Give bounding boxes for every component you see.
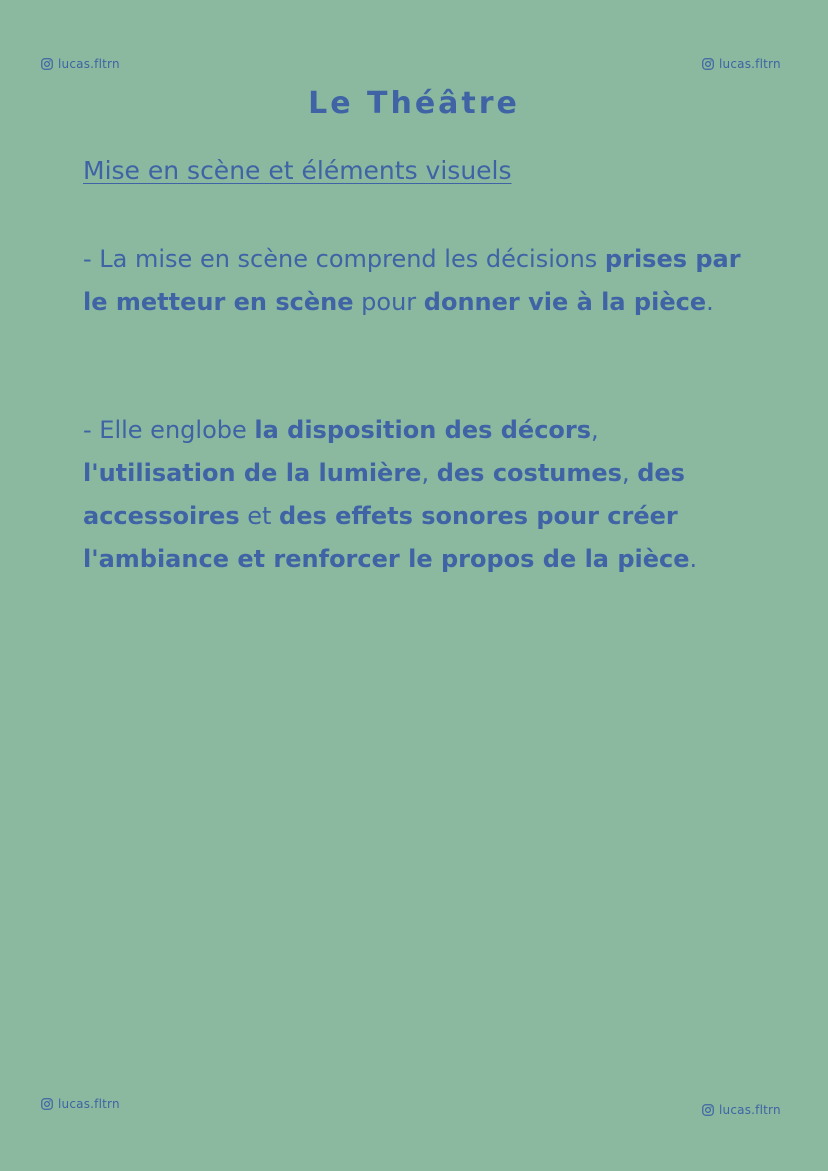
text-span: - Elle englobe bbox=[83, 416, 255, 444]
text-span: et bbox=[239, 502, 280, 530]
text-span: , bbox=[621, 459, 638, 487]
instagram-handle-top-left bbox=[41, 57, 120, 71]
text-span: , bbox=[591, 416, 599, 444]
bold-span: des accessoires bbox=[83, 459, 685, 530]
bold-span: prises par le metteur en scène bbox=[83, 245, 741, 316]
text-span: pour bbox=[353, 288, 424, 316]
instagram-icon bbox=[702, 58, 714, 70]
text-span: - La mise en scène comprend les décisions bbox=[83, 245, 605, 273]
handle-text: lucas.fltrn bbox=[58, 1097, 120, 1111]
bold-span: des costumes bbox=[436, 459, 622, 487]
text-span: . bbox=[689, 545, 698, 573]
bold-span: des effets sonores pour créer l'ambiance et renforcer le propos de la pièce bbox=[83, 502, 690, 573]
instagram-icon bbox=[702, 1104, 714, 1116]
paragraph-mise-en-scene bbox=[83, 238, 753, 324]
handle-text: lucas.fltrn bbox=[719, 1103, 781, 1117]
handle-text: lucas.fltrn bbox=[719, 57, 781, 71]
text-span: . bbox=[706, 288, 714, 316]
section-subtitle: Mise en scène et éléments visuels bbox=[83, 156, 512, 185]
bold-span: la disposition des décors bbox=[254, 416, 592, 444]
instagram-handle-bottom-left bbox=[41, 1097, 120, 1111]
handle-text: lucas.fltrn bbox=[58, 57, 120, 71]
paragraph-elements bbox=[83, 409, 753, 581]
text-span: , bbox=[421, 459, 437, 487]
page-title: Le Théâtre bbox=[308, 86, 520, 121]
instagram-handle-top-right bbox=[702, 57, 781, 71]
bold-span: donner vie à la pièce bbox=[423, 288, 707, 316]
bold-span: l'utilisation de la lumière bbox=[83, 459, 422, 487]
instagram-handle-bottom-right bbox=[702, 1103, 781, 1117]
instagram-icon bbox=[41, 1098, 53, 1110]
instagram-icon bbox=[41, 58, 53, 70]
